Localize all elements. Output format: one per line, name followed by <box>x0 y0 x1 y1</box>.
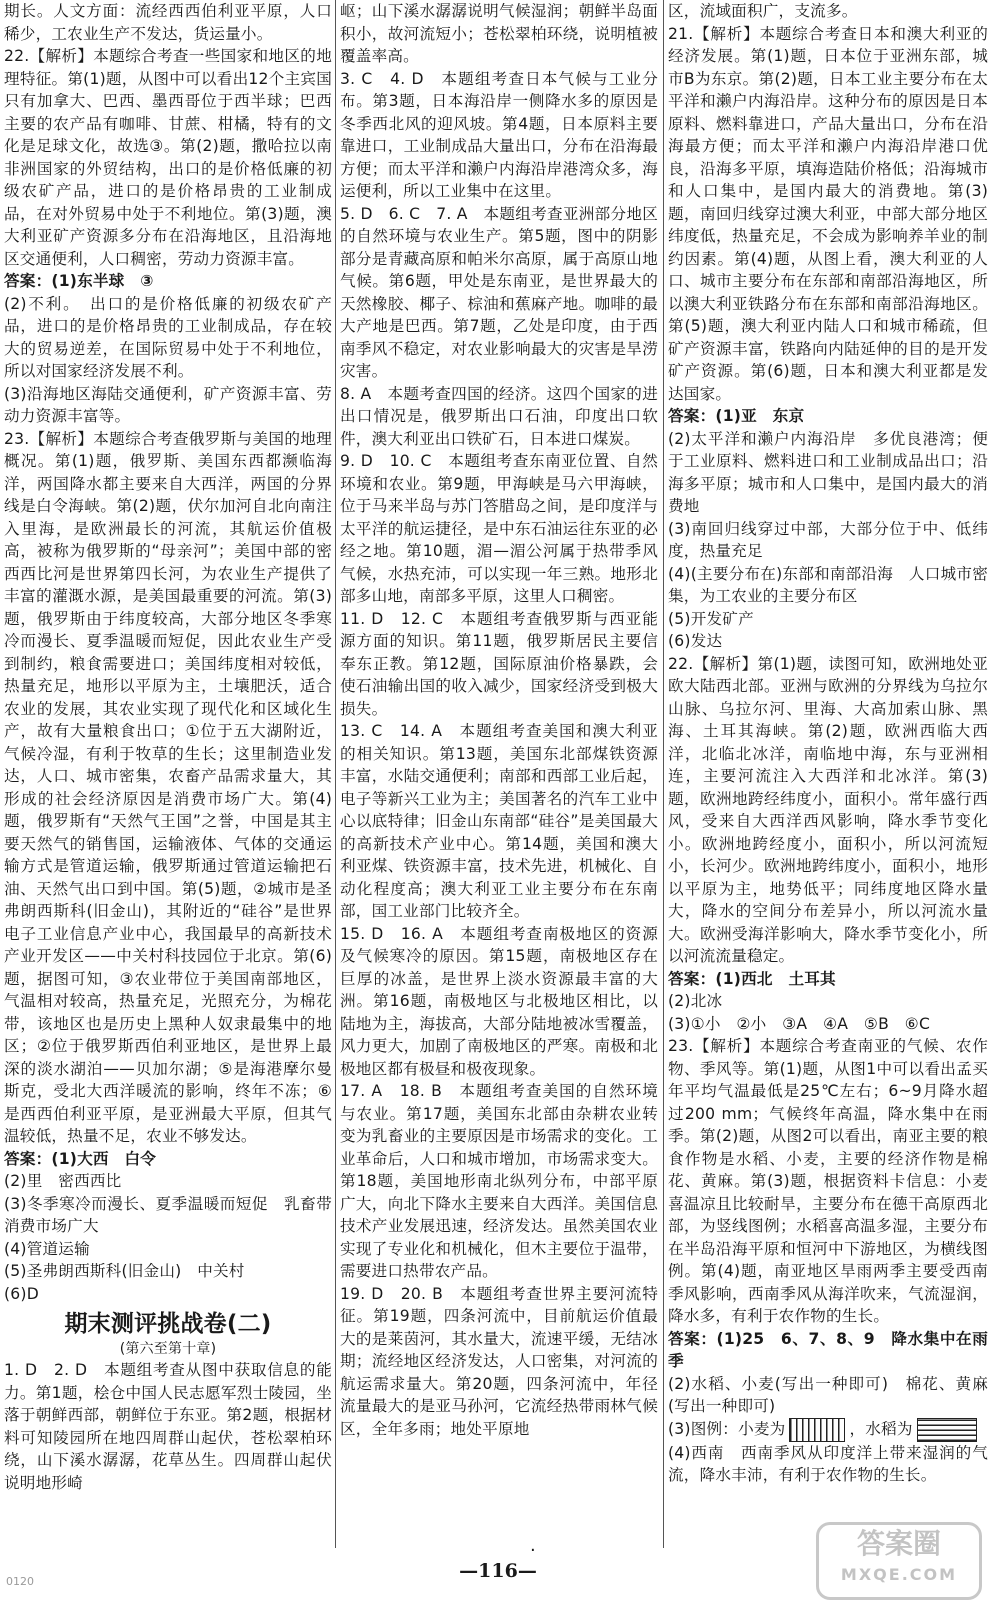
watermark-title: 答案圈 <box>856 1527 941 1560</box>
answer-paragraph: (5)开发矿产 <box>668 609 754 628</box>
answer-paragraph: (6)D <box>4 1284 39 1303</box>
answer-paragraph: (2)北冰 <box>668 992 723 1010</box>
answer-paragraph: 5. D 6. C 7. A 本题组考查亚洲部分地区的自然环境与农业生产。第5题，图中的阴影部分是青藏高原和帕米尔高原，属于高原山地气候。第6题，甲处是东南亚，是世界最大的天然橡胶、椰子、棕油和蕉麻产地。咖啡的最大产地是巴西。第7题，乙处是印度，由于西南季风不稳定，对农业影响最大的灾害是旱涝灾害。 <box>340 204 658 380</box>
section-subtitle: (第六至第十章) <box>119 1341 217 1357</box>
answer-paragraph: (2)太平洋和濑户内海沿岸 多优良港湾；便于工业原料、燃料进口和工业制成品出口；沿海多平原；城市和人口集中，是国内最大的消费地 <box>668 429 988 515</box>
answer-paragraph: 3. C 4. D 本题组考查日本气候与工业分布。第3题，日本海沿岸一侧降水多的原因是冬季西北风的迎风坡。第4题，日本原料主要靠进口，工业制成品大量出口，分布在沿海最方便；而太平洋和濑户内海沿岸港湾众多，海运便利，所以工业集中在这里。 <box>340 69 658 200</box>
answer-paragraph: 22.【解析】本题综合考查一些国家和地区的地理特征。第(1)题，从图中可以看出12个主宾国只有加拿大、巴西、墨西哥位于西半球；巴西主要的农产品有咖啡、甘蔗、柑橘，特有的文化是足球文化，故选③。第(2)题，撒哈拉以南非洲国家的外贸结构，出口的是价格低廉的初级农矿产品，进口的是价格昂贵的工业制成品，在对外贸易中处于不利地位。第(3)题，澳大利亚矿产资源多分布在沿海地区，且沿海地区交通便利，人口稠密，劳动力资源丰富。 <box>4 47 332 268</box>
answer-paragraph: 8. A 本题考查四国的经济。这四个国家的进出口情况是，俄罗斯出口石油，印度出口软件，澳大利亚出口铁矿石，日本进口煤炭。 <box>340 384 658 448</box>
legend-text: ，水稻为 <box>849 1420 913 1439</box>
answer-paragraph: 答案：(1)东半球 ③ <box>4 272 154 290</box>
watermark-url: MXQE.COM <box>840 1565 958 1584</box>
watermark-logo <box>816 1522 982 1600</box>
column-divider <box>335 0 336 1548</box>
answer-paragraph: 答案：(1)西北 土耳其 <box>668 969 836 988</box>
answer-paragraph: (5)圣弗朗西斯科(旧金山) 中关村 <box>4 1262 245 1280</box>
answer-paragraph: 19. D 20. B 本题组考查世界主要河流特征。第19题，四条河流中，目前航运价值最大的是莱茵河，其水量大，流速平缓，无结冰期；流经地区经济发达，人口密集，对河流的航运需求量大。第20题，四条河流中，年径流量最大的是亚马孙河，它流经热带雨林气候区，全年多雨；地处平原地 <box>340 1284 658 1438</box>
answer-paragraph: (2)水稻、小麦(写出一种即可) 棉花、黄麻(写出一种即可) <box>668 1374 988 1415</box>
answer-paragraph: 21.【解析】本题综合考查日本和澳大利亚的经济发展。第(1)题，日本位于亚洲东部，城市B为东京。第(2)题，日本工业主要分布在太平洋和濑户内海沿岸。这种分布的原因是日本原料、燃料靠进口，产品大量出口，分布在沿海最方便；而太平洋和濑户内海沿岸港口优良，沿海多平原，填海造陆价格低；沿海城市和人口集中，是国内最大的消费地。第(3)题，南回归线穿过澳大利亚，中部大部分地区纬度低，热量充足，不会成为影响养羊业的制约因素。第(4)题，从图上看，澳大利亚的人口、城市主要分布在东部和南部沿海地区，所以澳大利亚铁路分布在东部和南部沿海地区。第(5)题，澳大利亚内陆人口和城市稀疏，但矿产资源丰富，铁路向内陆延伸的目的是开发矿产资源。第(6)题，日本和澳大利亚都是发达国家。 <box>668 24 988 403</box>
answer-paragraph: 答案：(1)大西 白令 <box>4 1149 157 1168</box>
answer-paragraph: (4)西南 西南季风从印度洋上带来湿润的气流，降水丰沛，有利于农作物的生长。 <box>668 1443 988 1484</box>
answer-paragraph: 区，流域面积广，支流多。 <box>668 2 858 20</box>
answer-paragraph: (4)(主要分布在)东部和南部沿海 人口城市密集，为工农业的主要分布区 <box>668 564 988 605</box>
answer-paragraph: (3)沿海地区海陆交通便利，矿产资源丰富、劳动力资源丰富等。 <box>4 384 332 425</box>
answer-paragraph: 1. D 2. D 本题组考查从图中获取信息的能力。第1题，桧仓中国人民志愿军烈士陵园，坐落于朝鲜西部，朝鲜位于东亚。第2题，根据材料可知陵园所在地四周群山起伏，苍松翠柏环绕，山下溪水潺潺，花草丛生。四周群山起伏说明地形崎 <box>4 1361 332 1492</box>
answer-paragraph: (4)管道运输 <box>4 1239 90 1258</box>
answer-paragraph: 答案：(1)亚 东京 <box>668 407 805 425</box>
legend-answer <box>668 1418 988 1442</box>
answer-paragraph: (3)南回归线穿过中部，大部分位于中、低纬度，热量充足 <box>668 519 988 560</box>
legend-text: (3)图例：小麦为 <box>668 1420 786 1439</box>
wheat-legend-icon <box>789 1418 845 1442</box>
answer-paragraph: 15. D 16. A 本题组考查南极地区的资源及气候寒冷的原因。第15题，南极地区存在巨厚的冰盖，是世界上淡水资源最丰富的大洲。第16题，南极地区与北极地区相比，以陆地为主，海拔高，大部分陆地被冰雪覆盖，风力更大，加剧了南极地区的严寒。南极和北极地区都有极昼和极夜现象。 <box>340 924 658 1078</box>
column-divider <box>663 0 664 1548</box>
answer-paragraph: 9. D 10. C 本题组考查东南亚位置、自然环境和农业。第9题，甲海峡是马六甲海峡，位于马来半岛与苏门答腊岛之间，是印度洋与太平洋的航运捷径，是中东石油运往东亚的必经之地。第10题，湄—湄公河属于热带季风气候，水热充沛，可以实现一年三熟。地形北部多山地，南部多平原，这里人口稠密。 <box>340 452 658 605</box>
rice-legend-icon <box>917 1418 977 1442</box>
answer-paragraph: 期长。人文方面：流经西西伯利亚平原，人口稀少，工农业生产不发达，货运量小。 <box>4 2 332 43</box>
answer-paragraph: (2)不利。 出口的是价格低廉的初级农矿产品，进口的是价格昂贵的工业制成品，存在较大的贸易逆差，在国际贸易中处于不利地位，所以对国家经济发展不利。 <box>4 294 332 380</box>
answer-paragraph: 22.【解析】第(1)题，读图可知，欧洲地处亚欧大陆西北部。亚洲与欧洲的分界线为乌拉尔山脉、乌拉尔河、里海、大高加索山脉、黑海、土耳其海峡。第(2)题，欧洲西临大西洋，北临北冰洋，南临地中海，东与亚洲相连，主要河流注入大西洋和北冰洋。第(3)题，欧洲地跨经纬度小，面积小。常年盛行西风，受来自大西洋西风影响，降水季节变化小。欧洲地跨经度小，面积小，所以河流短小，长河少。欧洲地跨纬度小，面积小，地形以平原为主，地势低平；同纬度地区降水量大，降水的空间分布差异小，所以河流水量大。欧洲受海洋影响大，降水季节变化小，所以河流流量稳定。 <box>668 654 988 965</box>
footer-dot: · <box>530 1540 536 1561</box>
answer-paragraph: 23.【解析】本题综合考查南亚的气候、农作物、季风等。第(1)题，从图1中可以看出孟买年平均气温最低是25℃左右；6~9月降水超过200 mm；气候终年高温，降水集中在雨季。第(2)题，从图2可以看出，南亚主要的粮食作物是水稻、小麦，主要的经济作物是棉花、黄麻。第(3)题，根据资料卡信息：小麦喜温凉且比较耐旱，主要分布在德干高原西北部，为竖线图例；水稻喜高温多湿，主要分布在半岛沿海平原和恒河中下游地区，为横线图例。第(4)题，南亚地区旱雨两季主要受西南季风影响，西南季风从海洋吹来，气流湿润，降水多，有利于农作物的生长。 <box>668 1037 988 1325</box>
corner-code: 0120 <box>6 1575 34 1588</box>
answer-paragraph: (3)冬季寒冷而漫长、夏季温暖而短促 乳畜带 消费市场广大 <box>4 1194 332 1235</box>
answer-paragraph: 23.【解析】本题综合考查俄罗斯与美国的地理概况。第(1)题，俄罗斯、美国东西都濒临海洋，两国降水都主要来自大西洋，两国的分界线是白令海峡。第(2)题，伏尔加河自北向南注入里海，是欧洲最长的河流，其航运价值极高，被称为俄罗斯的“母亲河”；美国中部的密西西比河是世界第四长河，为农业生产提供了丰富的灌溉水源，是美国最重要的河流。第(3)题，俄罗斯由于纬度较高，大部分地区冬季寒冷而漫长、夏季温暖而短促，因此农业生产受到制约，粮食需要进口；美国纬度相对较低，热量充足，地形以平原为主，土壤肥沃，适合农业的发展，其农业实现了现代化和区域化生产，故有大量粮食出口；①位于五大湖附近，气候冷湿，有利于牧草的生长；这里制造业发达，人口、城市密集，农畜产品需求量大，其形成的社会经济原因是消费市场广大。第(4)题，俄罗斯有“天然气王国”之誉，中国是其主要天然气的销售国，运输液体、气体的交通运输方式是管道运输，俄罗斯通过管道运输把石油、天然气出口到中国。第(5)题，②城市是圣弗朗西斯科(旧金山)，其附近的“硅谷”是世界电子工业信息产业中心，我国最早的高新技术产业开发区——中关村科技园位于北京。第(6)题，据图可知，③农业带位于美国南部地区，气温相对较高，热量充足，光照充分，为棉花带，该地区也是历史上黑种人奴隶最集中的地区；②位于俄罗斯西伯利亚地区，是世界上最深的淡水湖泊——贝加尔湖；⑤是海港摩尔曼斯克，受北大西洋暖流的影响，终年不冻；⑥是西西伯利亚平原，是亚洲最大平原，但其气温较低，热量不足，农业不够发达。 <box>4 429 332 1145</box>
answer-paragraph: 答案：(1)25 6、7、8、9 降水集中在雨季 <box>668 1329 988 1370</box>
column-left <box>4 0 332 1548</box>
page-number: —116— <box>459 1560 537 1582</box>
column-right <box>668 0 988 1548</box>
answer-paragraph: 11. D 12. C 本题组考查俄罗斯与西亚能源方面的知识。第11题，俄罗斯居民主要信奉东正教。第12题，国际原油价格暴跌，会使石油输出国的收入减少，国家经济受到极大损失。 <box>340 609 658 718</box>
answer-paragraph: 17. A 18. B 本题组考查美国的自然环境与农业。第17题，美国东北部由杂耕农业转变为乳畜业的主要原因是市场需求的变化。工业革命后，人口和城市增加，市场需求变大。第18题，美国地形南北纵列分布，中部平原广大，向北下降水主要来自大西洋。美国信息技术产业发展迅速，经济发达。虽然美国农业实现了专业化和机械化，但木主要位于温带，需要进口热带农产品。 <box>340 1082 658 1280</box>
column-middle <box>340 0 658 1548</box>
answer-paragraph: (2)里 密西西比 <box>4 1172 122 1190</box>
answer-paragraph: 13. C 14. A 本题组考查美国和澳大利亚的相关知识。第13题，美国东北部煤铁资源丰富，水陆交通便利；南部和西部工业后起，电子等新兴工业为主；美国著名的汽车工业中心以底特律；旧金山东南部“硅谷”是美国最大的高新技术产业中心。第14题，美国和澳大利亚煤、铁资源丰富，技术先进，机械化、自动化程度高；澳大利亚工业主要分布在东南部，国工业部门比较齐全。 <box>340 722 658 920</box>
section-title: 期末测评挑战卷(二) <box>64 1311 272 1337</box>
answer-paragraph: (6)发达 <box>668 632 723 650</box>
answer-paragraph: 岖；山下溪水潺潺说明气候湿润；朝鲜半岛面积小，故河流短小；苍松翠柏环绕，说明植被覆盖率高。 <box>340 2 658 65</box>
answer-paragraph: (3)①小 ②小 ③A ④A ⑤B ⑥C <box>668 1014 931 1033</box>
